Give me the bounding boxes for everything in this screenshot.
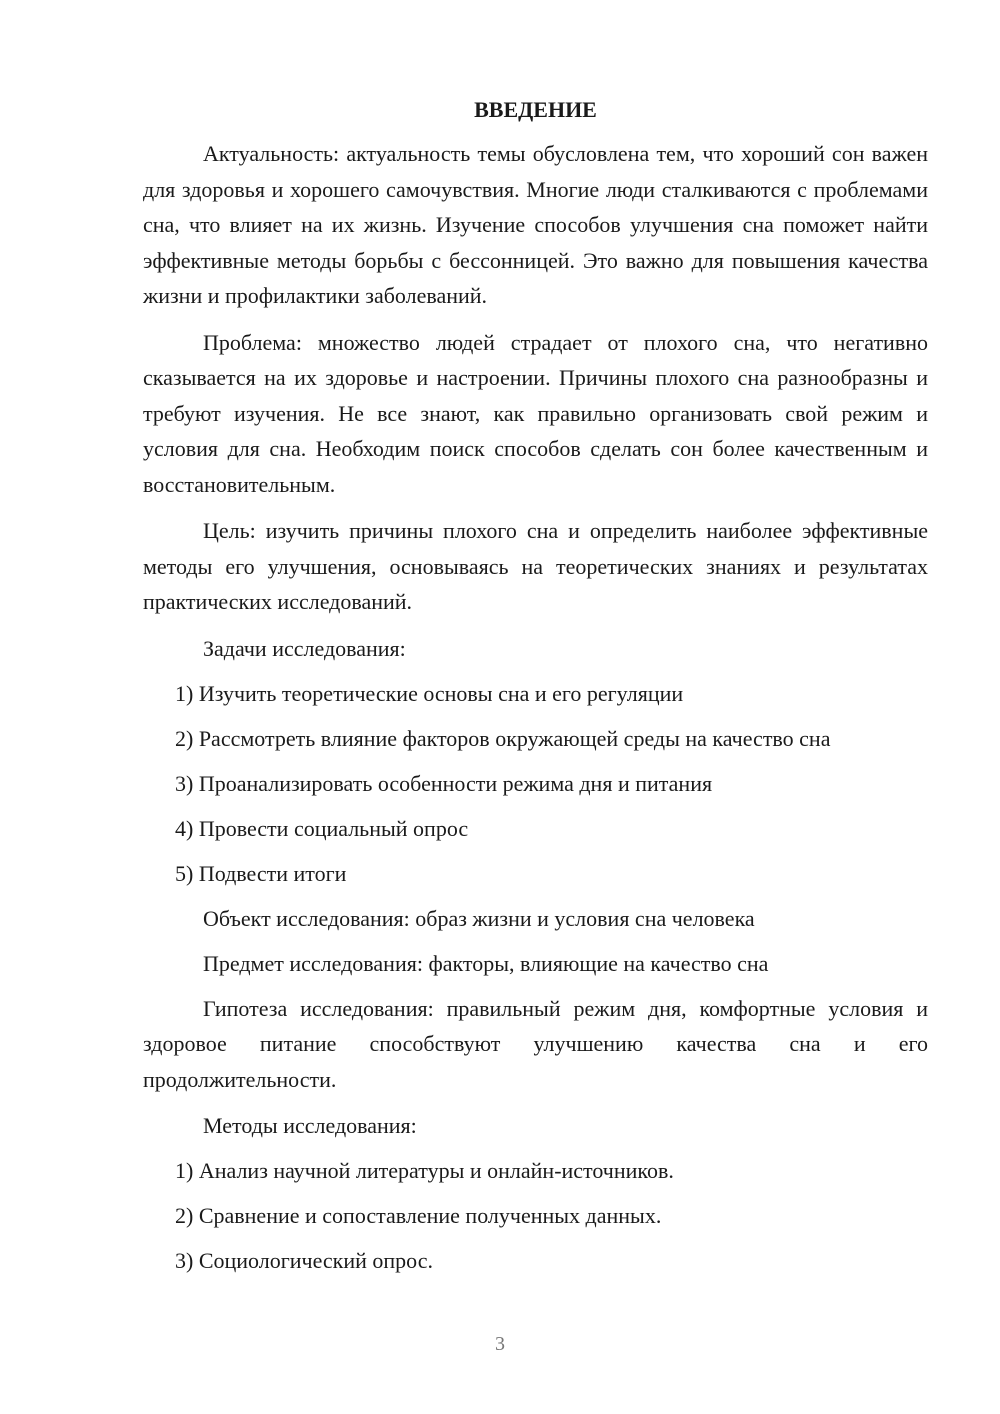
paragraph-relevance: Актуальность: актуальность темы обусловлена тем, что хороший сон важен для здоровья и хорошего самочувствия. Многие люди сталкиваются с проблемами сна, что влияет на их жизнь. Изучение способов улучшения сна поможет найти эффективные методы борьбы с бессонницей. Это важно для повышения качества жизни и профилактики заболеваний. — [143, 141, 928, 308]
paragraph-hypothesis: Гипотеза исследования: правильный режим дня, комфортные условия и здоровое питание способствуют улучшению качества сна и его продолжительности. — [143, 995, 928, 1092]
paragraph-problem: Проблема: множество людей страдает от плохого сна, что негативно сказывается на их здоровье и настроении. Причины плохого сна разнообразны и требуют изучения. Не все знают, как правильно организовать свой режим и условия для сна. Необходим поиск способов сделать сон более качественным и восстановительным. — [143, 329, 928, 497]
task-item-2: 2) Рассмотреть влияние факторов окружающей среды на качество сна — [175, 725, 831, 751]
research-object: Объект исследования: образ жизни и условия сна человека — [203, 905, 755, 931]
document-page — [143, 92, 928, 1288]
method-item-3: 3) Социологический опрос. — [175, 1248, 433, 1273]
task-item-5: 5) Подвести итоги — [175, 860, 347, 886]
paragraph-goal: Цель: изучить причины плохого сна и определить наиболее эффективные методы его улучшения, основываясь на теоретических знаниях и результатах практических исследований. — [143, 518, 928, 614]
method-item-1: 1) Анализ научной литературы и онлайн-источников. — [175, 1158, 674, 1183]
method-item-2: 2) Сравнение и сопоставление полученных данных. — [175, 1203, 662, 1228]
methods-label: Методы исследования: — [203, 1113, 417, 1138]
tasks-label: Задачи исследования: — [203, 635, 406, 661]
task-item-1: 1) Изучить теоретические основы сна и его регуляции — [175, 680, 684, 706]
task-item-3: 3) Проанализировать особенности режима дня и питания — [175, 770, 713, 796]
section-heading: ВВЕДЕНИЕ — [474, 97, 597, 122]
research-subject: Предмет исследования: факторы, влияющие на качество сна — [203, 950, 769, 976]
page-number: 3 — [495, 1333, 505, 1355]
task-item-4: 4) Провести социальный опрос — [175, 815, 469, 841]
